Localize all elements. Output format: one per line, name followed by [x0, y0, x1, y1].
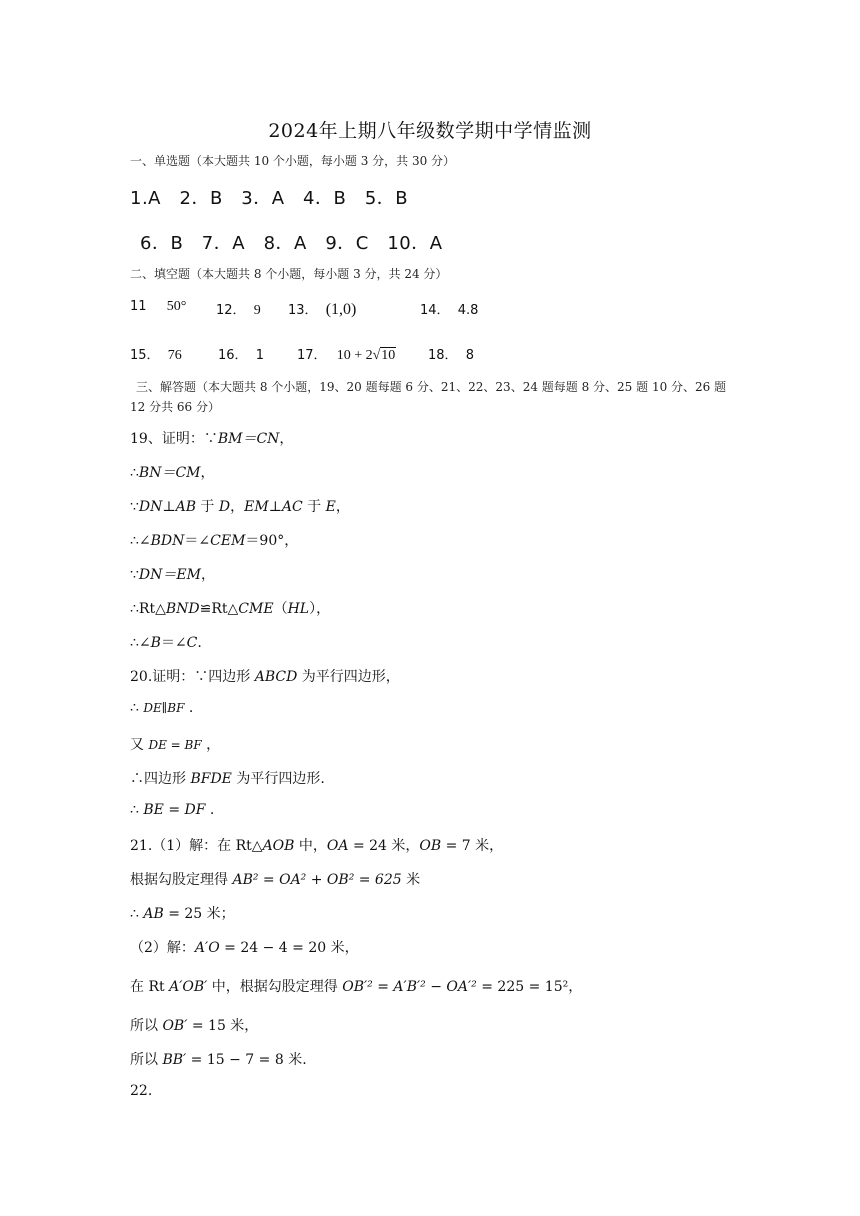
math: D — [218, 499, 231, 515]
q20-line-4 — [130, 768, 325, 788]
text: . — [184, 700, 194, 716]
math: CEM — [210, 533, 246, 549]
math: E — [325, 499, 336, 515]
text: = 25 米； — [163, 906, 235, 922]
math: OB — [419, 838, 442, 854]
text: ∵ — [130, 499, 139, 515]
fill-blank-17 — [297, 344, 396, 364]
text: ≌Rt△ — [199, 601, 239, 617]
fill-blank-14 — [420, 299, 478, 318]
text: ＝90°， — [245, 533, 299, 549]
text: ）， — [309, 601, 331, 617]
answer: 1 — [255, 348, 264, 363]
text: = 225 = 15²， — [476, 979, 583, 995]
math: DE = BF — [148, 738, 202, 752]
q21-line-7 — [130, 1049, 307, 1069]
q20-line-2 — [130, 700, 193, 716]
text: ， — [335, 499, 350, 515]
text: ， — [201, 737, 221, 753]
math: A′O — [194, 940, 220, 956]
math: DN＝EM — [138, 567, 201, 583]
text: ∴ — [130, 700, 144, 716]
text: 根据勾股定理得 — [130, 872, 233, 888]
q19-line-5 — [130, 564, 215, 584]
q19-line-7 — [130, 632, 202, 652]
section-2-heading: 二、填空题（本大题共 8 个小题，每小题 3 分，共 24 分） — [130, 267, 448, 281]
q19-line-4 — [130, 530, 298, 550]
q20-line-5 — [130, 802, 214, 818]
q22-label: 22. — [130, 1083, 153, 1099]
answer: 4.8 — [457, 303, 479, 318]
math: AB — [175, 499, 196, 515]
text: （2）解： — [130, 940, 195, 956]
text: ， — [200, 465, 215, 481]
sqrt-symbol: √ — [372, 348, 381, 363]
text: 中，根据勾股定理得 — [207, 979, 343, 995]
question-number: 13． — [288, 303, 318, 318]
math: BDN — [150, 533, 185, 549]
math: OB′ — [162, 1018, 188, 1034]
math: BB′ — [162, 1052, 187, 1068]
text: 于 — [302, 499, 326, 515]
text: 21.（1）解：在 Rt△ — [130, 838, 263, 854]
text: . — [205, 802, 215, 818]
text: 为平行四边形. — [231, 771, 325, 787]
text: = 24 − 4 = 20 米， — [219, 940, 359, 956]
text: 所以 — [130, 1052, 163, 1068]
math: AOB — [262, 838, 295, 854]
text: 所以 — [130, 1018, 163, 1034]
text: ⊥ — [268, 499, 282, 515]
text: ∴∠ — [130, 635, 151, 651]
fill-blank-16 — [218, 344, 264, 363]
mc-answers-row-1: 1.A 2．B 3．A 4．B 5．B — [130, 188, 409, 209]
math: BE = DF — [143, 802, 206, 818]
math: BND — [165, 601, 200, 617]
text: 又 — [130, 737, 149, 753]
q21-line-1 — [130, 835, 503, 855]
math: AB — [143, 906, 164, 922]
text: ∴四边形 — [130, 771, 191, 787]
text: = 15 − 7 = 8 米. — [186, 1052, 307, 1068]
answer-expression — [337, 348, 397, 363]
math: OA — [326, 838, 349, 854]
answer: 9 — [253, 303, 261, 318]
math: DE∥BF — [143, 701, 185, 715]
q21-line-6 — [130, 1015, 258, 1035]
text: = 15 米， — [187, 1018, 259, 1034]
text: = 24 米， — [348, 838, 420, 854]
section-1-heading: 一、单选题（本大题共 10 个小题，每小题 3 分，共 30 分） — [130, 154, 456, 168]
text: 20.证明：∵四边形 — [130, 669, 255, 685]
math: A′OB′ — [169, 979, 208, 995]
text: ∵ — [130, 567, 139, 583]
text: ， — [230, 499, 245, 515]
q21-line-4 — [130, 937, 359, 957]
fill-blank-12 — [216, 299, 261, 319]
question-number: 12． — [216, 303, 246, 318]
math: OB′² = A′B′² − OA′² — [342, 979, 477, 995]
math: EM — [244, 499, 269, 515]
math: ABCD — [254, 669, 298, 685]
question-number: 14． — [420, 303, 450, 318]
math: CME — [238, 601, 274, 617]
math: HL — [287, 601, 310, 617]
math: BFDE — [190, 771, 232, 787]
q21-line-2 — [130, 869, 420, 889]
answer: 50° — [166, 299, 187, 314]
q19-line-3 — [130, 496, 350, 516]
answer: (1,0) — [325, 301, 357, 318]
text: 米 — [401, 872, 421, 888]
text: ∴∠ — [130, 533, 151, 549]
answer: 8 — [465, 348, 474, 363]
q21-line-5 — [130, 976, 582, 996]
text: ∴Rt△ — [130, 601, 166, 617]
text: ⊥ — [162, 499, 176, 515]
text: 19、证明：∵ — [130, 431, 218, 447]
math: DN — [138, 499, 163, 515]
question-number: 15． — [130, 348, 160, 363]
text: ∴ — [130, 802, 144, 818]
math: C — [186, 635, 198, 651]
page-title: 2024年上期八年级数学期中学情监测 — [268, 120, 592, 142]
text: = 7 米， — [441, 838, 504, 854]
math: AC — [281, 499, 303, 515]
q19-line-6 — [130, 598, 330, 618]
question-number: 17． — [297, 348, 327, 363]
q19-line-1 — [130, 428, 293, 448]
question-number: 11 — [130, 299, 147, 314]
answer: 76 — [167, 348, 182, 363]
q20-line-1 — [130, 666, 400, 686]
fill-blank-13 — [288, 299, 356, 319]
math: BM＝CN — [217, 431, 280, 447]
fill-blank-15 — [130, 344, 182, 364]
text: 于 — [195, 499, 219, 515]
answer-prefix: 10 + 2 — [336, 348, 373, 363]
section-3-heading: 三、解答题（本大题共 8 个小题，19、20 题每题 6 分、21、22、23、24 题每题 8 分、25 题 10 分、26 题 12 分共 66 分） — [130, 380, 727, 414]
text: ＝∠ — [184, 533, 211, 549]
radicand: 10 — [381, 348, 396, 363]
text: 中， — [294, 838, 327, 854]
text: . — [197, 635, 202, 651]
question-number: 16． — [218, 348, 248, 363]
text: 在 Rt — [130, 979, 170, 995]
math: AB² = OA² + OB² = 625 — [232, 872, 402, 888]
math: B — [150, 635, 161, 651]
text: ， — [200, 567, 215, 583]
question-number: 18． — [428, 348, 458, 363]
q20-line-3 — [130, 734, 220, 754]
text: 为平行四边形， — [297, 669, 400, 685]
q19-line-2 — [130, 462, 215, 482]
text: ∴ — [130, 465, 139, 481]
q21-line-3 — [130, 903, 235, 923]
mc-answers-row-2: 6．B 7．A 8．A 9．C 10．A — [140, 233, 443, 254]
text: ∴ — [130, 906, 144, 922]
fill-blank-18 — [428, 344, 474, 363]
text: （ — [273, 601, 288, 617]
text: ， — [279, 431, 294, 447]
math: BN＝CM — [138, 465, 201, 481]
text: ＝∠ — [160, 635, 187, 651]
fill-blank-11 — [130, 299, 186, 315]
